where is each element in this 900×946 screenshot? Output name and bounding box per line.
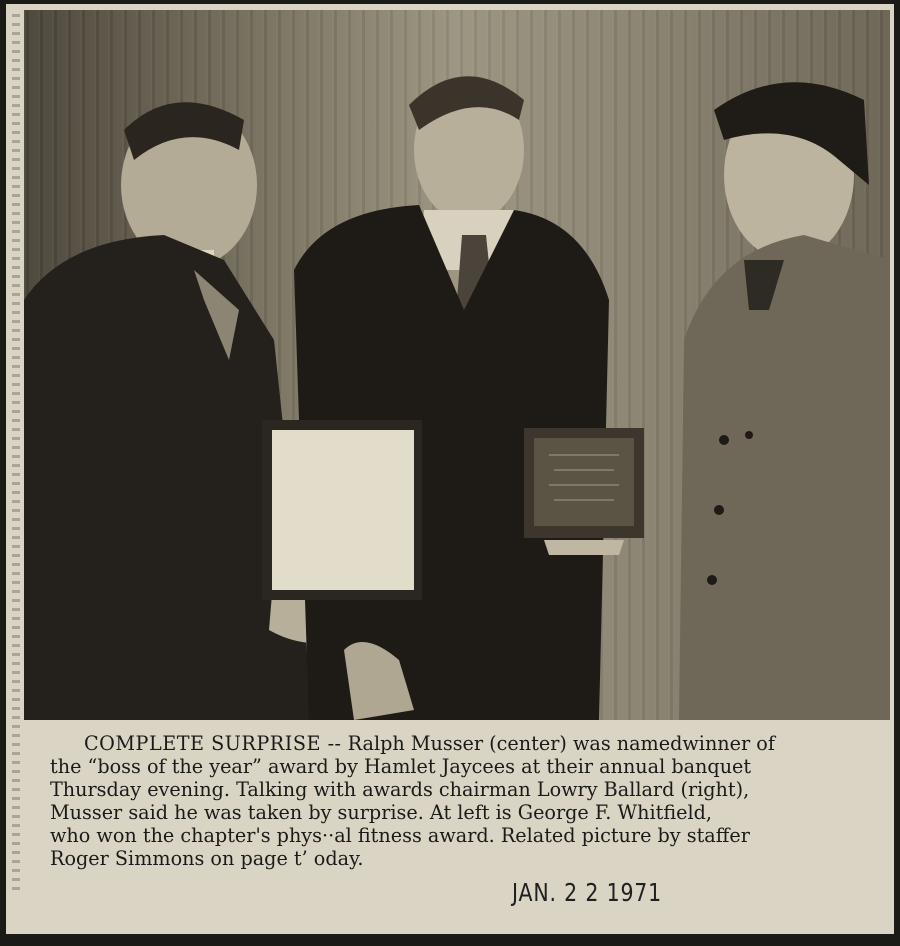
caption-line-1 xyxy=(50,732,880,755)
center-man-figure xyxy=(294,76,609,720)
news-photograph xyxy=(24,10,890,720)
photo-caption xyxy=(50,732,880,870)
torn-edge xyxy=(12,14,20,894)
caption-line-4: Musser said he was taken by surprise. At left is George F. Whitfield, xyxy=(50,801,713,824)
framed-certificate xyxy=(262,420,422,600)
caption-line-3: Thursday evening. Talking with awards chairman Lowry Ballard (right), xyxy=(50,778,750,801)
date-stamp: JAN. 2 2 1971 xyxy=(512,878,663,907)
caption-text: Ralph Musser (center) was namedwinner of xyxy=(347,732,775,755)
award-plaque xyxy=(524,428,644,555)
caption-line-5: who won the chapter's phys··al fitness award. Related picture by staffer xyxy=(50,824,750,847)
newspaper-clipping xyxy=(6,4,894,934)
caption-line-2: the “boss of the year” award by Hamlet Jaycees at their annual banquet xyxy=(50,755,752,778)
right-man-figure xyxy=(679,82,890,720)
photo-illustration xyxy=(24,10,890,720)
caption-lead: COMPLETE SURPRISE -- xyxy=(84,732,342,755)
caption-line-6: Roger Simmons on page t’ oday. xyxy=(50,847,364,870)
